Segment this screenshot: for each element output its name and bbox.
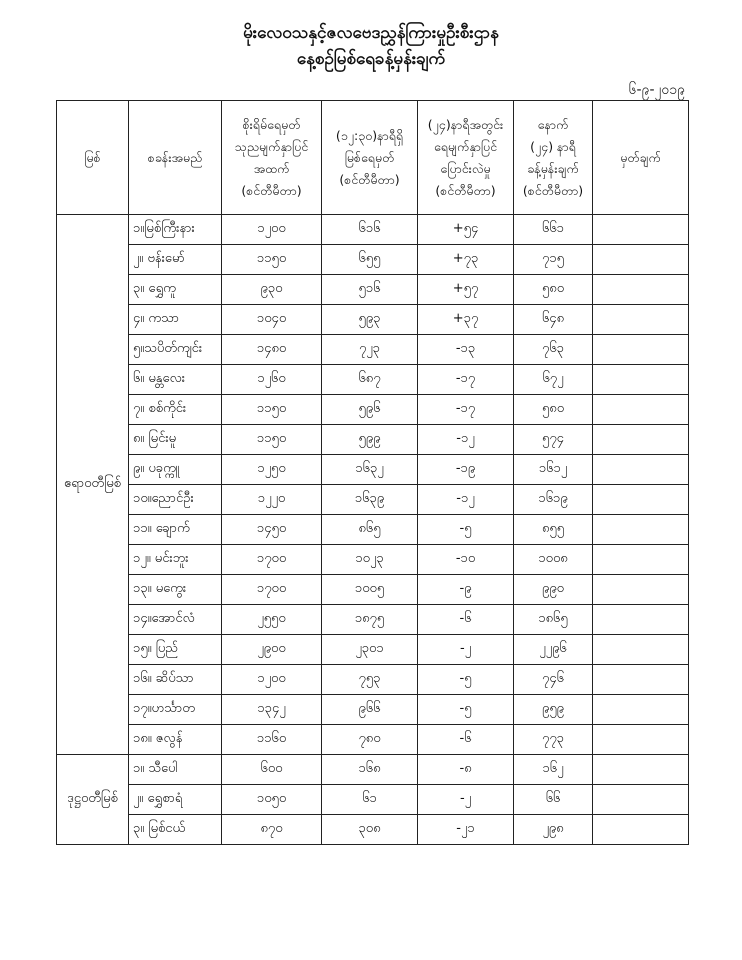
current-cell: ၁၆၃၉ (322, 485, 418, 515)
current-cell: ၁၀၀၅ (322, 575, 418, 605)
danger-cell: ၁၂၆၀ (222, 365, 322, 395)
danger-cell: ၁၂၅၀ (222, 455, 322, 485)
change-cell: +၅၇ (418, 275, 514, 305)
current-cell: ၃၀၈ (322, 815, 418, 845)
remark-cell (593, 365, 689, 395)
danger-cell: ၁၁၅၀ (222, 395, 322, 425)
change-cell: -၅ (418, 695, 514, 725)
table-row (57, 725, 689, 755)
change-cell: -၈ (418, 755, 514, 785)
column-header-line: (စင်တီမီတာ) (339, 171, 400, 187)
column-header-line: မြစ် (84, 149, 101, 165)
remark-cell (593, 605, 689, 635)
report-title: နေ့စဉ်မြစ်ရေခန့်မှန်းချက် (296, 49, 446, 69)
current-cell: ၅၉၃ (322, 305, 418, 335)
column-header-line: သုညမျက်နှာပြင် (234, 138, 309, 154)
change-cell: -၁၀ (418, 545, 514, 575)
table-row (57, 755, 689, 785)
current-cell: ၆၈၇ (322, 365, 418, 395)
river-forecast-table (56, 100, 689, 845)
column-header-forecast-24h (514, 101, 593, 215)
column-header-line: စခန်းအမည် (147, 149, 203, 165)
station-cell: ၁၄။အောင်လံ (129, 605, 222, 635)
station-cell: ၁၆။ ဆိပ်သာ (129, 665, 222, 695)
current-cell: ၇၂၃ (322, 335, 418, 365)
danger-cell: ၈၇၀ (222, 815, 322, 845)
change-cell: -၆ (418, 605, 514, 635)
table-row (57, 515, 689, 545)
station-cell: ၁၈။ ဇလွန် (129, 725, 222, 755)
forecast-cell: ၁၆၁၉ (514, 485, 593, 515)
station-cell: ၁။မြစ်ကြီးနား (129, 215, 222, 245)
column-header-line: (စင်တီမီတာ) (435, 182, 496, 198)
column-header-line: မှတ်ချက် (620, 149, 661, 165)
table-row (57, 335, 689, 365)
table-row (57, 485, 689, 515)
remark-cell (593, 275, 689, 305)
column-header-station (129, 101, 222, 215)
danger-cell: ၁၄၈၀ (222, 335, 322, 365)
forecast-cell: ၇၄၆ (514, 665, 593, 695)
remark-cell (593, 515, 689, 545)
change-cell: -၁၂ (418, 485, 514, 515)
table-row (57, 635, 689, 665)
current-cell: ၆၅၅ (322, 245, 418, 275)
remark-cell (593, 395, 689, 425)
danger-cell: ၁၂၀၀ (222, 665, 322, 695)
column-header-line: ပြောင်းလဲမှု (440, 160, 491, 176)
station-cell: ၆။ မန္တလေး (129, 365, 222, 395)
column-header-line: (၂၄) နာရီ (530, 138, 576, 154)
current-cell: ၅၁၆ (322, 275, 418, 305)
forecast-cell: ၅၇၄ (514, 425, 593, 455)
change-cell: -၂၁ (418, 815, 514, 845)
column-header-remark (593, 101, 689, 215)
remark-cell (593, 425, 689, 455)
forecast-cell: ၁၆၂ (514, 755, 593, 785)
column-header-line: ရေမျက်နှာပြင် (433, 138, 498, 154)
danger-cell: ၂၉၀၀ (222, 635, 322, 665)
station-cell: ၃။ မြစ်ငယ် (129, 815, 222, 845)
danger-cell: ၂၅၅၀ (222, 605, 322, 635)
table-row (57, 605, 689, 635)
forecast-cell: ၆၇၂ (514, 365, 593, 395)
current-cell: ၅၉၉ (322, 425, 418, 455)
forecast-cell: ၇၁၅ (514, 245, 593, 275)
table-row (57, 245, 689, 275)
column-header-change-24h (418, 101, 514, 215)
danger-cell: ၁၁၆၀ (222, 725, 322, 755)
column-header-danger-level (222, 101, 322, 215)
station-cell: ၃။ ရွှေကူ (129, 275, 222, 305)
table-row (57, 215, 689, 245)
column-header-line: (၂၄)နာရီအတွင်း (427, 116, 504, 132)
column-header-current-level (322, 101, 418, 215)
column-header-line: နောက် (537, 116, 569, 132)
remark-cell (593, 695, 689, 725)
danger-cell: ၁၁၅၀ (222, 245, 322, 275)
forecast-cell: ၆၄၈ (514, 305, 593, 335)
table-row (57, 305, 689, 335)
table-row (57, 455, 689, 485)
forecast-cell: ၂၉၈ (514, 815, 593, 845)
remark-cell (593, 545, 689, 575)
remark-cell (593, 215, 689, 245)
table-row (57, 395, 689, 425)
danger-cell: ၁၇၀၀ (222, 545, 322, 575)
forecast-cell: ၆၆ (514, 785, 593, 815)
change-cell: -၉ (418, 575, 514, 605)
table-row (57, 425, 689, 455)
remark-cell (593, 635, 689, 665)
table-row (57, 575, 689, 605)
forecast-cell: ၅၈၀ (514, 395, 593, 425)
current-cell: ၉၆၆ (322, 695, 418, 725)
column-header-river (57, 101, 129, 215)
column-header-line: မြစ်ရေမှတ် (344, 149, 395, 165)
danger-cell: ၁၂၀၀ (222, 215, 322, 245)
change-cell: -၁၂ (418, 425, 514, 455)
change-cell: +၅၄ (418, 215, 514, 245)
column-header-line: (စင်တီမီတာ) (522, 182, 584, 198)
current-cell: ၅၉၆ (322, 395, 418, 425)
change-cell: -၂ (418, 785, 514, 815)
table-row (57, 695, 689, 725)
forecast-cell: ၆၆၁ (514, 215, 593, 245)
table-row (57, 275, 689, 305)
current-cell: ၇၅၃ (322, 665, 418, 695)
station-cell: ၅။သပိတ်ကျင်း (129, 335, 222, 365)
current-cell: ၇၈၀ (322, 725, 418, 755)
danger-cell: ၁၇၀၀ (222, 575, 322, 605)
remark-cell (593, 455, 689, 485)
change-cell: -၁၉ (418, 455, 514, 485)
current-cell: ၁၆၈ (322, 755, 418, 785)
current-cell: ၈၆၅ (322, 515, 418, 545)
danger-cell: ၁၀၄၀ (222, 305, 322, 335)
table-row (57, 815, 689, 845)
remark-cell (593, 815, 689, 845)
table-row (57, 785, 689, 815)
remark-cell (593, 245, 689, 275)
change-cell: +၃၇ (418, 305, 514, 335)
change-cell: -၅ (418, 515, 514, 545)
danger-cell: ၁၃၄၂ (222, 695, 322, 725)
change-cell: -၁၇ (418, 395, 514, 425)
forecast-cell: ၈၅၅ (514, 515, 593, 545)
danger-cell: ၁၁၅၀ (222, 425, 322, 455)
current-cell: ၁၆၃၂ (322, 455, 418, 485)
remark-cell (593, 335, 689, 365)
station-cell: ၁၃။ မကွေး (129, 575, 222, 605)
river-name-cell: ဧရာဝတီမြစ် (57, 215, 129, 755)
remark-cell (593, 665, 689, 695)
forecast-cell: ၂၂၉၆ (514, 635, 593, 665)
change-cell: -၅ (418, 665, 514, 695)
table-row (57, 545, 689, 575)
remark-cell (593, 305, 689, 335)
current-cell: ၁၀၂၃ (322, 545, 418, 575)
current-cell: ၂၃၀၁ (322, 635, 418, 665)
column-header-line: (၁၂:၃၀)နာရီရှိ (335, 127, 404, 143)
station-cell: ၄။ ကသာ (129, 305, 222, 335)
station-cell: ၇။ စစ်ကိုင်း (129, 395, 222, 425)
danger-cell: ၆၀၀ (222, 755, 322, 785)
column-header-line: (စင်တီမီတာ) (241, 182, 302, 198)
change-cell: -၁၇ (418, 365, 514, 395)
table-header-row (57, 101, 689, 215)
table-row (57, 665, 689, 695)
column-header-line: စိုးရိမ်ရေမှတ် (242, 116, 301, 132)
table-body (57, 215, 689, 845)
forecast-cell: ၁၈၆၅ (514, 605, 593, 635)
forecast-cell: ၇၆၃ (514, 335, 593, 365)
forecast-cell: ၅၈၀ (514, 275, 593, 305)
danger-cell: ၁၂၂၀ (222, 485, 322, 515)
danger-cell: ၁၄၅၀ (222, 515, 322, 545)
station-cell: ၂။ ဗန်းမော် (129, 245, 222, 275)
remark-cell (593, 785, 689, 815)
change-cell: -၆ (418, 725, 514, 755)
current-cell: ၆၁ (322, 785, 418, 815)
forecast-cell: ၁၆၁၂ (514, 455, 593, 485)
current-cell: ၆၁၆ (322, 215, 418, 245)
station-cell: ၉။ ပခုက္ကူ (129, 455, 222, 485)
column-header-line: ခန့်မှန်းချက် (527, 160, 579, 176)
forecast-cell: ၁၀၀၈ (514, 545, 593, 575)
station-cell: ၁၁။ ချောက် (129, 515, 222, 545)
danger-cell: ၁၀၅၀ (222, 785, 322, 815)
change-cell: -၁၃ (418, 335, 514, 365)
station-cell: ၁၀။ညောင်ဦး (129, 485, 222, 515)
remark-cell (593, 755, 689, 785)
current-cell: ၁၈၇၅ (322, 605, 418, 635)
station-cell: ၁၇။ဟင်္သာတ (129, 695, 222, 725)
forecast-cell: ၉၉၀ (514, 575, 593, 605)
remark-cell (593, 485, 689, 515)
station-cell: ၈။ မြင်းမူ (129, 425, 222, 455)
forecast-cell: ၇၇၃ (514, 725, 593, 755)
station-cell: ၁၅။ ပြည် (129, 635, 222, 665)
station-cell: ၂။ ရွှေစာရံ (129, 785, 222, 815)
station-cell: ၁၂။ မင်းဘူး (129, 545, 222, 575)
report-date: ၆-၉-၂၀၁၉ (628, 82, 685, 98)
remark-cell (593, 575, 689, 605)
table-row (57, 365, 689, 395)
danger-cell: ၉၃၀ (222, 275, 322, 305)
change-cell: +၇၃ (418, 245, 514, 275)
remark-cell (593, 725, 689, 755)
river-name-cell: ဒုဋ္ဌဝတီမြစ် (57, 755, 129, 845)
column-header-line: အထက် (253, 160, 290, 176)
station-cell: ၁။ သီပေါ (129, 755, 222, 785)
department-title: မိုးလေဝသနှင့်ဇလဗေဒညွှန်ကြားမှုဦးစီးဌာန (243, 23, 499, 43)
change-cell: -၂ (418, 635, 514, 665)
forecast-cell: ၉၅၉ (514, 695, 593, 725)
